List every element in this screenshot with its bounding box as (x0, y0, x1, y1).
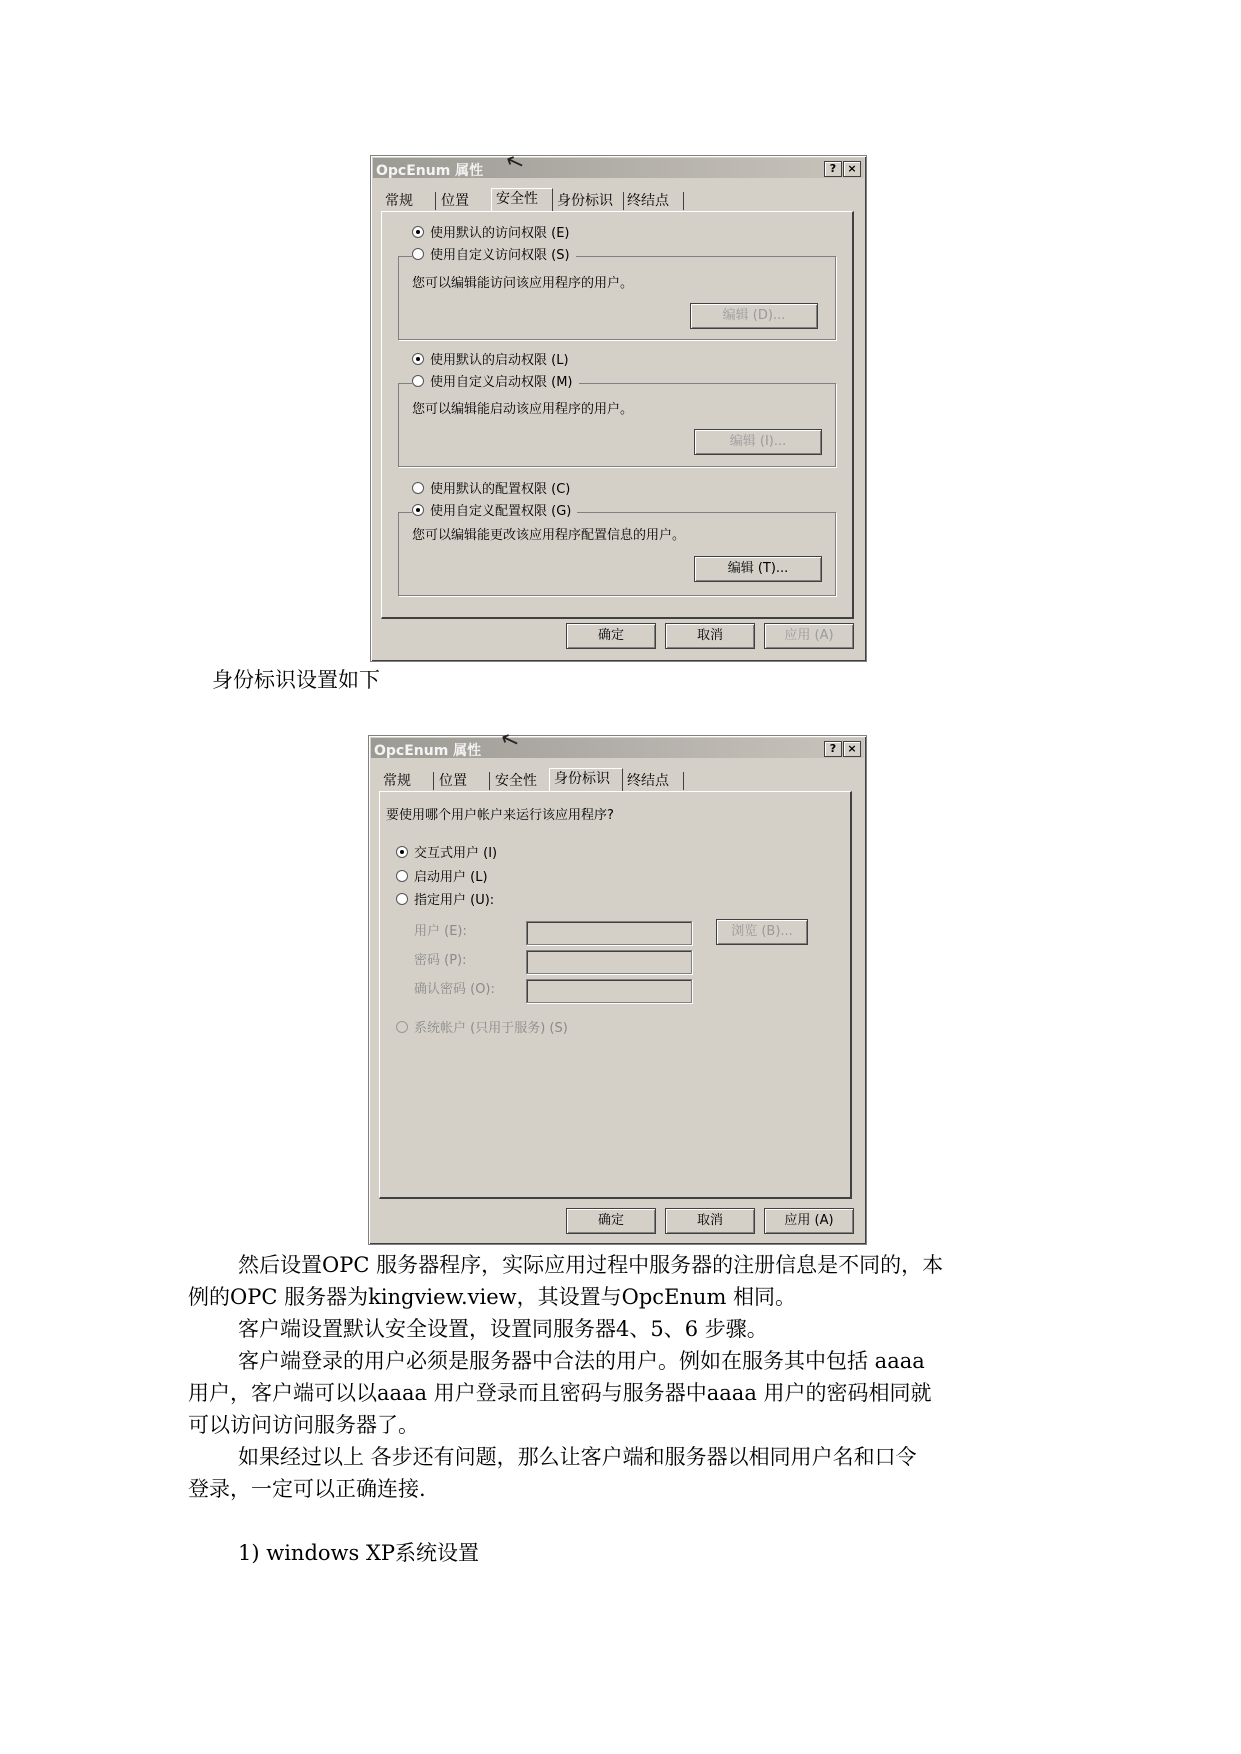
security-panel (381, 211, 854, 619)
paragraph-3-line-1: 客户端登录的用户必须是服务器中合法的用户。例如在服务其中包括 aaaa (238, 1349, 925, 1373)
radio-system-account[interactable]: 系统帐户 (只用于服务) (S) (396, 1021, 568, 1037)
radio-unselected-icon (396, 1021, 408, 1033)
radio-unselected-icon (412, 482, 424, 494)
radio-custom-launch[interactable]: 使用自定义启动权限 (M) (412, 375, 579, 391)
radio-launching-user[interactable]: 启动用户 (L) (396, 870, 488, 886)
radio-interactive-user[interactable]: 交互式用户 (I) (396, 846, 497, 862)
browse-button[interactable]: 浏览 (B)... (716, 919, 808, 945)
edit-config-button[interactable]: 编辑 (T)... (694, 556, 822, 582)
apply-button[interactable]: 应用 (A) (764, 623, 854, 649)
config-description: 您可以编辑能更改该应用程序配置信息的用户。 (412, 528, 686, 543)
tab-location[interactable]: 位置 (437, 192, 492, 210)
tab-identity[interactable]: 身份标识 (553, 192, 624, 210)
ok-button[interactable]: 确定 (566, 623, 656, 649)
tab-endpoints[interactable]: 终结点 (623, 772, 684, 790)
dialog-title: OpcEnum 属性 (374, 743, 482, 759)
paragraph-1-line-1: 然后设置OPC 服务器程序，实际应用过程中服务器的注册信息是不同的，本 (238, 1253, 944, 1277)
paragraph-2: 客户端设置默认安全设置，设置同服务器4、5、6 步骤。 (238, 1317, 768, 1341)
paragraph-3-line-2: 用户，客户端可以以aaaa 用户登录而且密码与服务器中aaaa 用户的密码相同就 (188, 1381, 932, 1405)
edit-launch-button[interactable]: 编辑 (I)... (694, 429, 822, 455)
radio-selected-icon (396, 846, 408, 858)
help-button[interactable]: ? (824, 741, 842, 757)
dialog-title: OpcEnum 属性 (376, 163, 484, 179)
identity-panel (379, 791, 852, 1199)
confirm-password-input[interactable] (526, 979, 692, 1003)
mouse-cursor-icon: ↖ (497, 725, 523, 756)
close-button[interactable]: × (843, 161, 861, 177)
radio-unselected-icon (412, 248, 424, 260)
radio-default-launch[interactable]: 使用默认的启动权限 (L) (412, 353, 569, 369)
title-bar (373, 158, 864, 178)
radio-unselected-icon (396, 893, 408, 905)
opcenum-properties-dialog-security (370, 147, 867, 662)
custom-config-group (398, 512, 836, 596)
tab-endpoints[interactable]: 终结点 (623, 192, 684, 210)
radio-this-user[interactable]: 指定用户 (U): (396, 893, 494, 909)
password-label: 密码 (P): (414, 953, 467, 968)
radio-custom-access[interactable]: 使用自定义访问权限 (S) (412, 248, 576, 264)
close-button[interactable]: × (843, 741, 861, 757)
radio-default-config[interactable]: 使用默认的配置权限 (C) (412, 482, 570, 498)
tab-strip (381, 188, 851, 210)
tab-location[interactable]: 位置 (435, 772, 490, 790)
paragraph-4-line-1: 如果经过以上 各步还有问题，那么让客户端和服务器以相同用户名和口令 (238, 1445, 917, 1469)
section-heading: 1) windows XP系统设置 (238, 1541, 480, 1565)
tab-security[interactable]: 安全性 (491, 772, 552, 790)
mouse-cursor-icon: ↖ (502, 147, 528, 178)
tab-identity[interactable]: 身份标识 (549, 768, 623, 791)
password-input[interactable] (526, 950, 692, 974)
cancel-button[interactable]: 取消 (665, 1208, 755, 1234)
cancel-button[interactable]: 取消 (665, 623, 755, 649)
tab-general[interactable]: 常规 (381, 192, 436, 210)
radio-selected-icon (412, 226, 424, 238)
apply-button[interactable]: 应用 (A) (764, 1208, 854, 1234)
help-button[interactable]: ? (824, 161, 842, 177)
user-label: 用户 (E): (414, 924, 467, 939)
opcenum-properties-dialog-identity (368, 725, 867, 1245)
paragraph-4-line-2: 登录，一定可以正确连接. (188, 1477, 426, 1501)
radio-default-access[interactable]: 使用默认的访问权限 (E) (412, 226, 570, 242)
ok-button[interactable]: 确定 (566, 1208, 656, 1234)
radio-selected-icon (412, 504, 424, 516)
user-input[interactable] (526, 921, 692, 945)
launch-description: 您可以编辑能启动该应用程序的用户。 (412, 402, 634, 417)
paragraph-1-line-2: 例的OPC 服务器为kingview.view，其设置与OpcEnum 相同。 (188, 1285, 797, 1309)
title-bar (371, 738, 864, 758)
edit-access-button[interactable]: 编辑 (D)... (690, 303, 818, 329)
identity-question: 要使用哪个用户帐户来运行该应用程序? (386, 808, 614, 823)
tab-security[interactable]: 安全性 (491, 188, 553, 211)
access-description: 您可以编辑能访问该应用程序的用户。 (412, 276, 634, 291)
radio-unselected-icon (396, 870, 408, 882)
radio-unselected-icon (412, 375, 424, 387)
radio-selected-icon (412, 353, 424, 365)
tab-general[interactable]: 常规 (379, 772, 434, 790)
caption-identity-settings: 身份标识设置如下 (212, 668, 380, 692)
confirm-password-label: 确认密码 (O): (414, 982, 495, 997)
tab-strip (379, 768, 849, 790)
paragraph-3-line-3: 可以访问访问服务器了。 (188, 1413, 419, 1437)
radio-custom-config[interactable]: 使用自定义配置权限 (G) (412, 504, 577, 520)
